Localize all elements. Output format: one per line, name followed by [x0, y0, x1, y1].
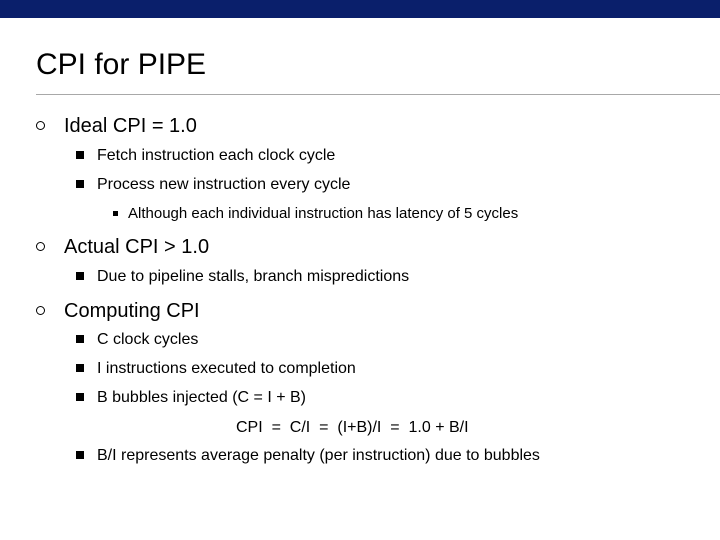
square-bullet-icon: [76, 451, 84, 459]
square-bullet-icon: [113, 211, 118, 216]
bullet-text: B/I represents average penalty (per instruction) due to bubbles: [97, 447, 540, 464]
bullet-item: [97, 388, 306, 408]
square-bullet-icon: [76, 364, 84, 372]
bullet-item: [97, 175, 350, 195]
bullet-text: C clock cycles: [97, 331, 199, 348]
bullet-text: B bubbles injected (C = I + B): [97, 389, 306, 406]
section-ideal-cpi: [64, 114, 197, 138]
bullet-item: [97, 146, 335, 166]
bullet-text: Fetch instruction each clock cycle: [97, 147, 336, 164]
square-bullet-icon: [76, 151, 84, 159]
cpi-formula: CPI = C/I = (I+B)/I = 1.0 + B/I: [236, 419, 469, 436]
bullet-text: Process new instruction every cycle: [97, 176, 351, 193]
bullet-item: [97, 446, 540, 466]
slide-title: CPI for PIPE: [36, 48, 207, 81]
title-divider: [36, 94, 720, 95]
circle-bullet-icon: [36, 306, 45, 315]
bullet-item: [97, 330, 198, 350]
square-bullet-icon: [76, 272, 84, 280]
section-computing-cpi: [64, 299, 200, 323]
square-bullet-icon: [76, 180, 84, 188]
bullet-item: [97, 359, 356, 379]
top-banner: [0, 0, 720, 18]
sub-bullet-text: Although each individual instruction has latency of 5 cycles: [128, 205, 519, 222]
circle-bullet-icon: [36, 242, 45, 251]
circle-bullet-icon: [36, 121, 45, 130]
square-bullet-icon: [76, 335, 84, 343]
square-bullet-icon: [76, 393, 84, 401]
bullet-item: [97, 267, 409, 287]
section-heading: Computing CPI: [64, 300, 200, 322]
bullet-text: I instructions executed to completion: [97, 360, 356, 377]
bullet-text: Due to pipeline stalls, branch mispredictions: [97, 268, 410, 285]
section-heading: Actual CPI > 1.0: [64, 236, 210, 258]
section-actual-cpi: [64, 235, 209, 259]
section-heading: Ideal CPI = 1.0: [64, 115, 197, 137]
sub-bullet-item: [128, 204, 518, 224]
